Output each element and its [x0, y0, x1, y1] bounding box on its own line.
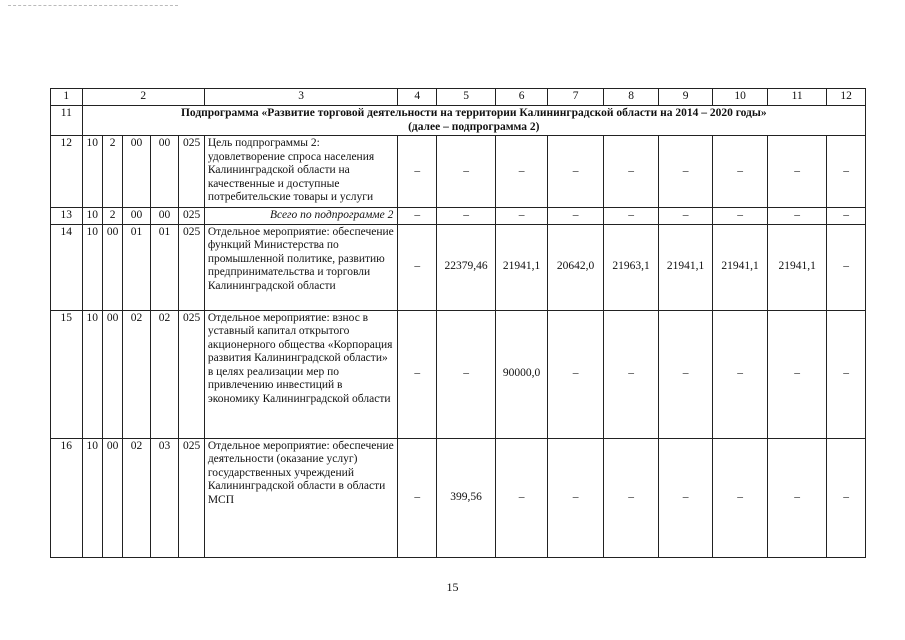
- item-name: Всего по подпрограмме 2: [204, 208, 398, 225]
- budget-table: [50, 88, 866, 558]
- col-num-1: 1: [51, 89, 83, 106]
- row-number: 13: [51, 208, 83, 225]
- value-cell: –: [398, 224, 437, 310]
- value-cell: –: [604, 136, 659, 208]
- item-name: Отдельное мероприятие: обеспечение деятельности (оказание услуг) государственных учреждений Калининградской области в области МСП: [204, 438, 398, 557]
- code-cell: 03: [150, 438, 179, 557]
- code-cell: 10: [82, 310, 102, 438]
- value-cell: –: [548, 310, 604, 438]
- value-cell: –: [398, 208, 437, 225]
- value-cell: –: [604, 438, 659, 557]
- item-name: Цель подпрограммы 2: удовлетворение спроса населения Калининградской области на качественные и доступные потребительские товары и услуги: [204, 136, 398, 208]
- code-cell: 10: [82, 438, 102, 557]
- subprogram-row: [51, 106, 866, 136]
- value-cell: –: [713, 208, 768, 225]
- value-cell: –: [659, 310, 713, 438]
- value-cell: 21941,1: [713, 224, 768, 310]
- value-cell: 22379,46: [437, 224, 496, 310]
- code-cell: 10: [82, 208, 102, 225]
- value-cell: –: [604, 208, 659, 225]
- table-row: [51, 136, 866, 208]
- value-cell: –: [548, 208, 604, 225]
- value-cell: –: [548, 136, 604, 208]
- value-cell: –: [768, 208, 827, 225]
- subprogram-title: [82, 106, 865, 136]
- col-num-11: 11: [768, 89, 827, 106]
- col-num-2: 2: [82, 89, 204, 106]
- value-cell: –: [659, 438, 713, 557]
- value-cell: –: [827, 438, 866, 557]
- row-number: 14: [51, 224, 83, 310]
- code-cell: 02: [123, 438, 151, 557]
- table-row: [51, 224, 866, 310]
- value-cell: –: [713, 310, 768, 438]
- value-cell: –: [827, 310, 866, 438]
- code-cell: 02: [123, 310, 151, 438]
- header-row: [51, 89, 866, 106]
- value-cell: –: [713, 136, 768, 208]
- table-row: [51, 438, 866, 557]
- code-cell: 00: [123, 136, 151, 208]
- code-cell: 00: [102, 224, 122, 310]
- value-cell: –: [827, 208, 866, 225]
- value-cell: 21941,1: [659, 224, 713, 310]
- value-cell: –: [768, 136, 827, 208]
- code-cell: 01: [123, 224, 151, 310]
- col-num-4: 4: [398, 89, 437, 106]
- value-cell: –: [437, 310, 496, 438]
- table-row: [51, 310, 866, 438]
- subprogram-title-line1: Подпрограмма «Развитие торговой деятельности на территории Калининградской области на 2014 – 2020 годы»: [180, 107, 767, 119]
- page-number: 15: [446, 580, 459, 594]
- code-cell: 025: [179, 438, 205, 557]
- col-num-8: 8: [604, 89, 659, 106]
- col-num-3: 3: [204, 89, 398, 106]
- col-num-12: 12: [827, 89, 866, 106]
- col-num-7: 7: [548, 89, 604, 106]
- code-cell: 00: [150, 208, 179, 225]
- value-cell: 90000,0: [496, 310, 548, 438]
- value-cell: –: [659, 208, 713, 225]
- code-cell: 025: [179, 310, 205, 438]
- value-cell: –: [496, 136, 548, 208]
- code-cell: 025: [179, 224, 205, 310]
- code-cell: 00: [123, 208, 151, 225]
- col-num-9: 9: [659, 89, 713, 106]
- col-num-10: 10: [713, 89, 768, 106]
- value-cell: –: [768, 438, 827, 557]
- code-cell: 00: [150, 136, 179, 208]
- value-cell: –: [827, 136, 866, 208]
- code-cell: 00: [102, 310, 122, 438]
- col-num-6: 6: [496, 89, 548, 106]
- code-cell: 2: [102, 136, 122, 208]
- value-cell: 21963,1: [604, 224, 659, 310]
- value-cell: –: [496, 208, 548, 225]
- value-cell: 399,56: [437, 438, 496, 557]
- row-number: 11: [51, 106, 83, 136]
- table-row: [51, 208, 866, 225]
- value-cell: –: [398, 438, 437, 557]
- code-cell: 025: [179, 208, 205, 225]
- scan-artifact: [8, 5, 178, 6]
- code-cell: 01: [150, 224, 179, 310]
- row-number: 12: [51, 136, 83, 208]
- value-cell: –: [398, 310, 437, 438]
- value-cell: –: [437, 136, 496, 208]
- code-cell: 02: [150, 310, 179, 438]
- value-cell: –: [437, 208, 496, 225]
- value-cell: –: [713, 438, 768, 557]
- item-name: Отдельное мероприятие: взнос в уставный капитал открытого акционерного общества «Корпорация развития Калининградской области» в целях реализации мер по привлечению инвестиций в экономику Калининградской области: [204, 310, 398, 438]
- value-cell: –: [604, 310, 659, 438]
- code-cell: 10: [82, 136, 102, 208]
- value-cell: –: [548, 438, 604, 557]
- item-name: Отдельное мероприятие: обеспечение функций Министерства по промышленной политике, развитию предпринимательства и торговли Калининградской области: [204, 224, 398, 310]
- code-cell: 10: [82, 224, 102, 310]
- row-number: 15: [51, 310, 83, 438]
- value-cell: –: [398, 136, 437, 208]
- value-cell: 21941,1: [768, 224, 827, 310]
- value-cell: –: [827, 224, 866, 310]
- value-cell: 20642,0: [548, 224, 604, 310]
- value-cell: –: [496, 438, 548, 557]
- value-cell: 21941,1: [496, 224, 548, 310]
- subprogram-title-line2: (далее – подпрограмма 2): [408, 120, 540, 133]
- code-cell: 2: [102, 208, 122, 225]
- code-cell: 00: [102, 438, 122, 557]
- value-cell: –: [659, 136, 713, 208]
- col-num-5: 5: [437, 89, 496, 106]
- row-number: 16: [51, 438, 83, 557]
- value-cell: –: [768, 310, 827, 438]
- code-cell: 025: [179, 136, 205, 208]
